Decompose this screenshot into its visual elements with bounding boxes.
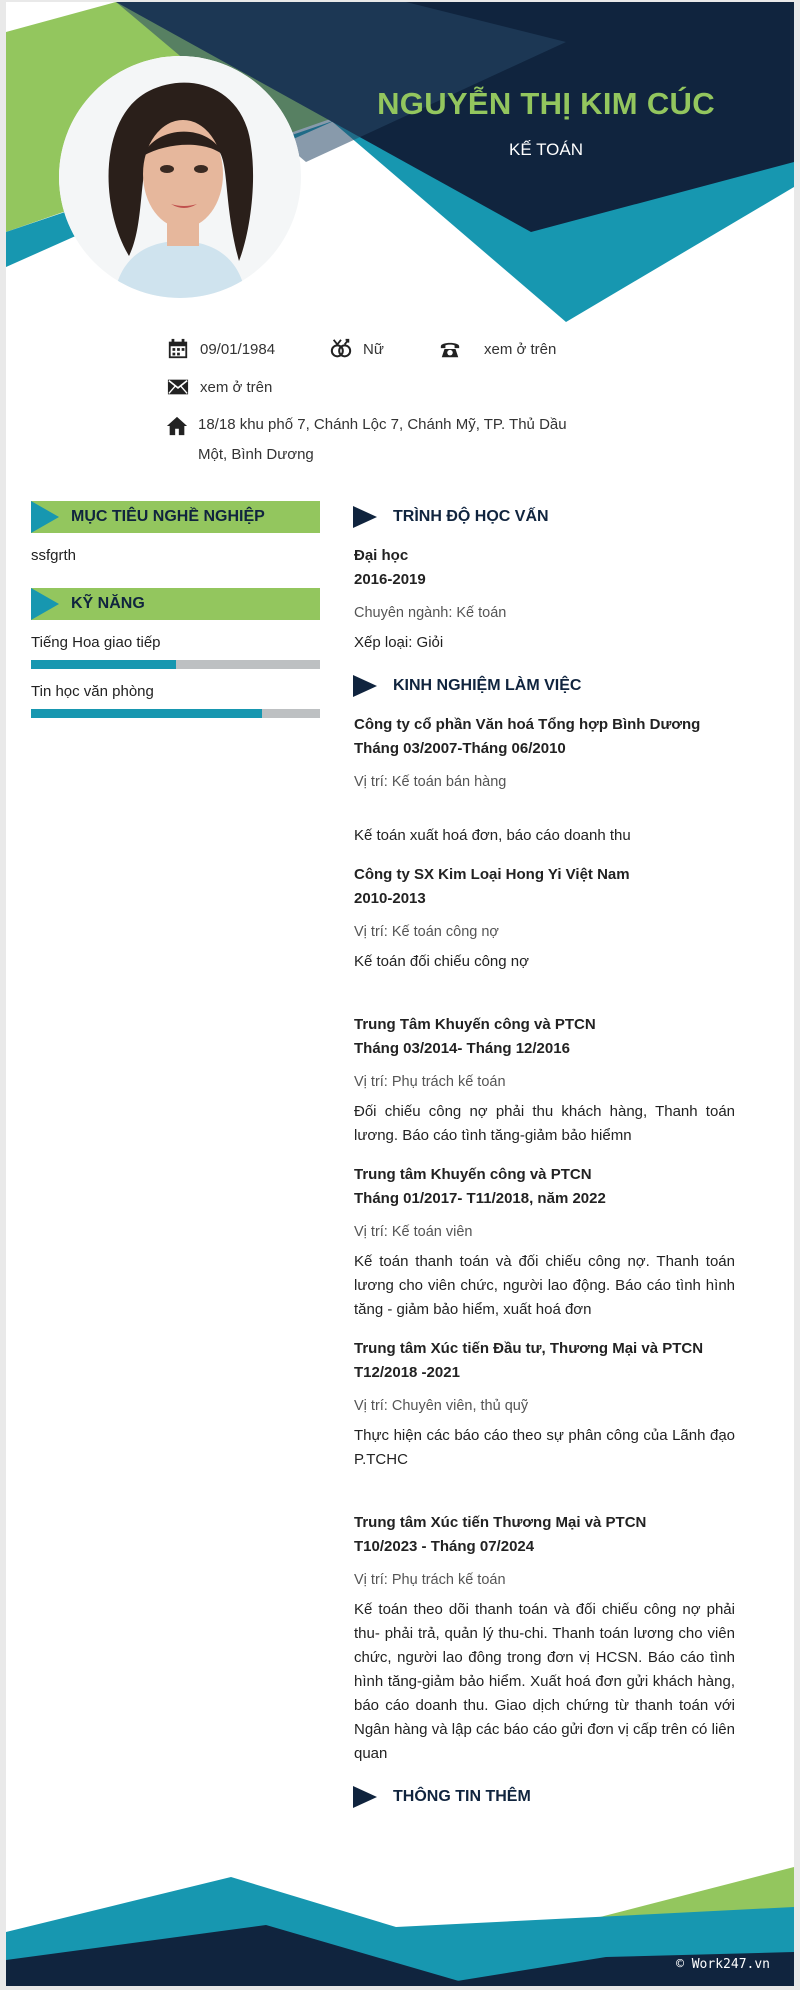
experience-position: Vị trí: Phụ trách kế toán (354, 1572, 506, 1588)
phone-value: xem ở trên (484, 340, 557, 358)
education-period: 2016-2019 (354, 571, 426, 588)
objective-arrow-icon (31, 501, 59, 533)
experience-description: Kế toán xuất hoá đơn, báo cáo doanh thu (354, 827, 631, 844)
extra-arrow-icon (353, 1786, 377, 1808)
experience-heading-row (353, 675, 581, 697)
job-title: KẾ TOÁN (508, 140, 583, 159)
birthday-info (166, 337, 275, 361)
experience-period: Tháng 03/2014- Tháng 12/2016 (354, 1040, 570, 1057)
candidate-name: NGUYỄN THỊ KIM CÚC (377, 86, 715, 121)
skill-bar (31, 660, 320, 669)
experience-period: 2010-2013 (354, 890, 426, 907)
envelope-icon (166, 375, 190, 399)
education-heading-row (353, 506, 549, 528)
education-arrow-icon (353, 506, 377, 528)
experience-period: T12/2018 -2021 (354, 1364, 460, 1381)
skill-name: Tin học văn phòng (31, 683, 154, 700)
experience-position: Vị trí: Kế toán công nợ (354, 924, 499, 940)
experience-position: Vị trí: Kế toán viên (354, 1224, 473, 1240)
experience-company: Công ty cổ phần Văn hoá Tổng hợp Bình Dương (354, 716, 701, 733)
gender-icon (329, 337, 353, 361)
skills-arrow-icon (31, 588, 59, 620)
gender-info (329, 337, 384, 361)
objective-text: ssfgrth (31, 547, 77, 564)
experience-description: Thực hiện các báo cáo theo sự phân công của Lãnh đạo P.TCHC (354, 1427, 735, 1468)
objective-heading-bar (31, 501, 320, 533)
experience-arrow-icon (353, 675, 377, 697)
email-value: xem ở trên (200, 378, 273, 396)
experience-period: Tháng 03/2007-Tháng 06/2010 (354, 740, 566, 757)
experience-description: Kế toán thanh toán và đối chiếu công nợ. Thanh toán lương cho viên chức, người lao động. Báo cáo tình hình tăng - giảm bảo hiểm, xuất hoá đơn (354, 1253, 735, 1318)
profile-photo (59, 56, 301, 298)
birthday-value: 09/01/1984 (200, 340, 276, 358)
address-value: 18/18 khu phố 7, Chánh Lộc 7, Chánh Mỹ, TP. Thủ Dầu Một, Bình Dương (198, 416, 567, 463)
education-grade: Xếp loại: Giỏi (354, 634, 444, 651)
experience-company: Trung tâm Xúc tiến Thương Mại và PTCN (354, 1514, 647, 1531)
home-icon (166, 415, 190, 439)
skill-bar-fill (31, 709, 262, 718)
extra-heading: THÔNG TIN THÊM (393, 1788, 531, 1805)
experience-description: Đối chiếu công nợ phải thu khách hàng, Thanh toán lương. Báo cáo tình tăng-giảm bảo hiểmn (354, 1103, 735, 1144)
skill-name: Tiếng Hoa giao tiếp (31, 634, 161, 651)
experience-position: Vị trí: Kế toán bán hàng (354, 774, 507, 790)
cv-page (6, 2, 794, 1986)
experience-heading: KINH NGHIỆM LÀM VIỆC (393, 677, 582, 694)
experience-company: Trung tâm Khuyến công và PTCN (354, 1166, 592, 1183)
experience-period: Tháng 01/2017- T11/2018, năm 2022 (354, 1190, 606, 1207)
education-major: Chuyên ngành: Kế toán (354, 605, 507, 621)
skills-heading-bar (31, 588, 320, 620)
education-heading: TRÌNH ĐỘ HỌC VẤN (393, 508, 549, 525)
experience-position: Vị trí: Phụ trách kế toán (354, 1074, 506, 1090)
experience-company: Trung Tâm Khuyến công và PTCN (354, 1016, 596, 1033)
phone-icon (438, 337, 462, 361)
skill-bar-fill (31, 660, 176, 669)
email-info (166, 375, 272, 399)
experience-description: Kế toán theo dõi thanh toán và đối chiếu công nợ phải thu- phải trả, quản lý thu-chi. Thanh toán lương cho viên chức, người lao đông trong đơn vị HCSN. Báo cáo tình hình tăng-giảm bảo hiểm. Xuất hoá đơn gửi khách hàng, báo cáo doanh thu. Giao dịch chứng từ thanh toán với Ngân hàng và lập các báo cáo gửi đơn vị cấp trên có liên quan (354, 1601, 735, 1762)
calendar-icon (166, 337, 190, 361)
phone-info (438, 337, 556, 361)
address-info (166, 415, 578, 470)
brand-watermark: © Work247.vn (676, 1957, 770, 1972)
skill-bar (31, 709, 320, 718)
experience-period: T10/2023 - Tháng 07/2024 (354, 1538, 535, 1555)
experience-company: Công ty SX Kim Loại Hong Yi Việt Nam (354, 866, 630, 883)
objective-heading: MỤC TIÊU NGHỀ NGHIỆP (71, 508, 265, 525)
experience-position: Vị trí: Chuyên viên, thủ quỹ (354, 1398, 529, 1414)
experience-company: Trung tâm Xúc tiến Đầu tư, Thương Mại và PTCN (354, 1340, 704, 1357)
education-degree: Đại học (354, 547, 409, 564)
gender-value: Nữ (363, 340, 384, 358)
extra-heading-row (353, 1786, 531, 1808)
experience-description: Kế toán đối chiếu công nợ (354, 953, 529, 970)
skills-heading: KỸ NĂNG (71, 595, 145, 612)
